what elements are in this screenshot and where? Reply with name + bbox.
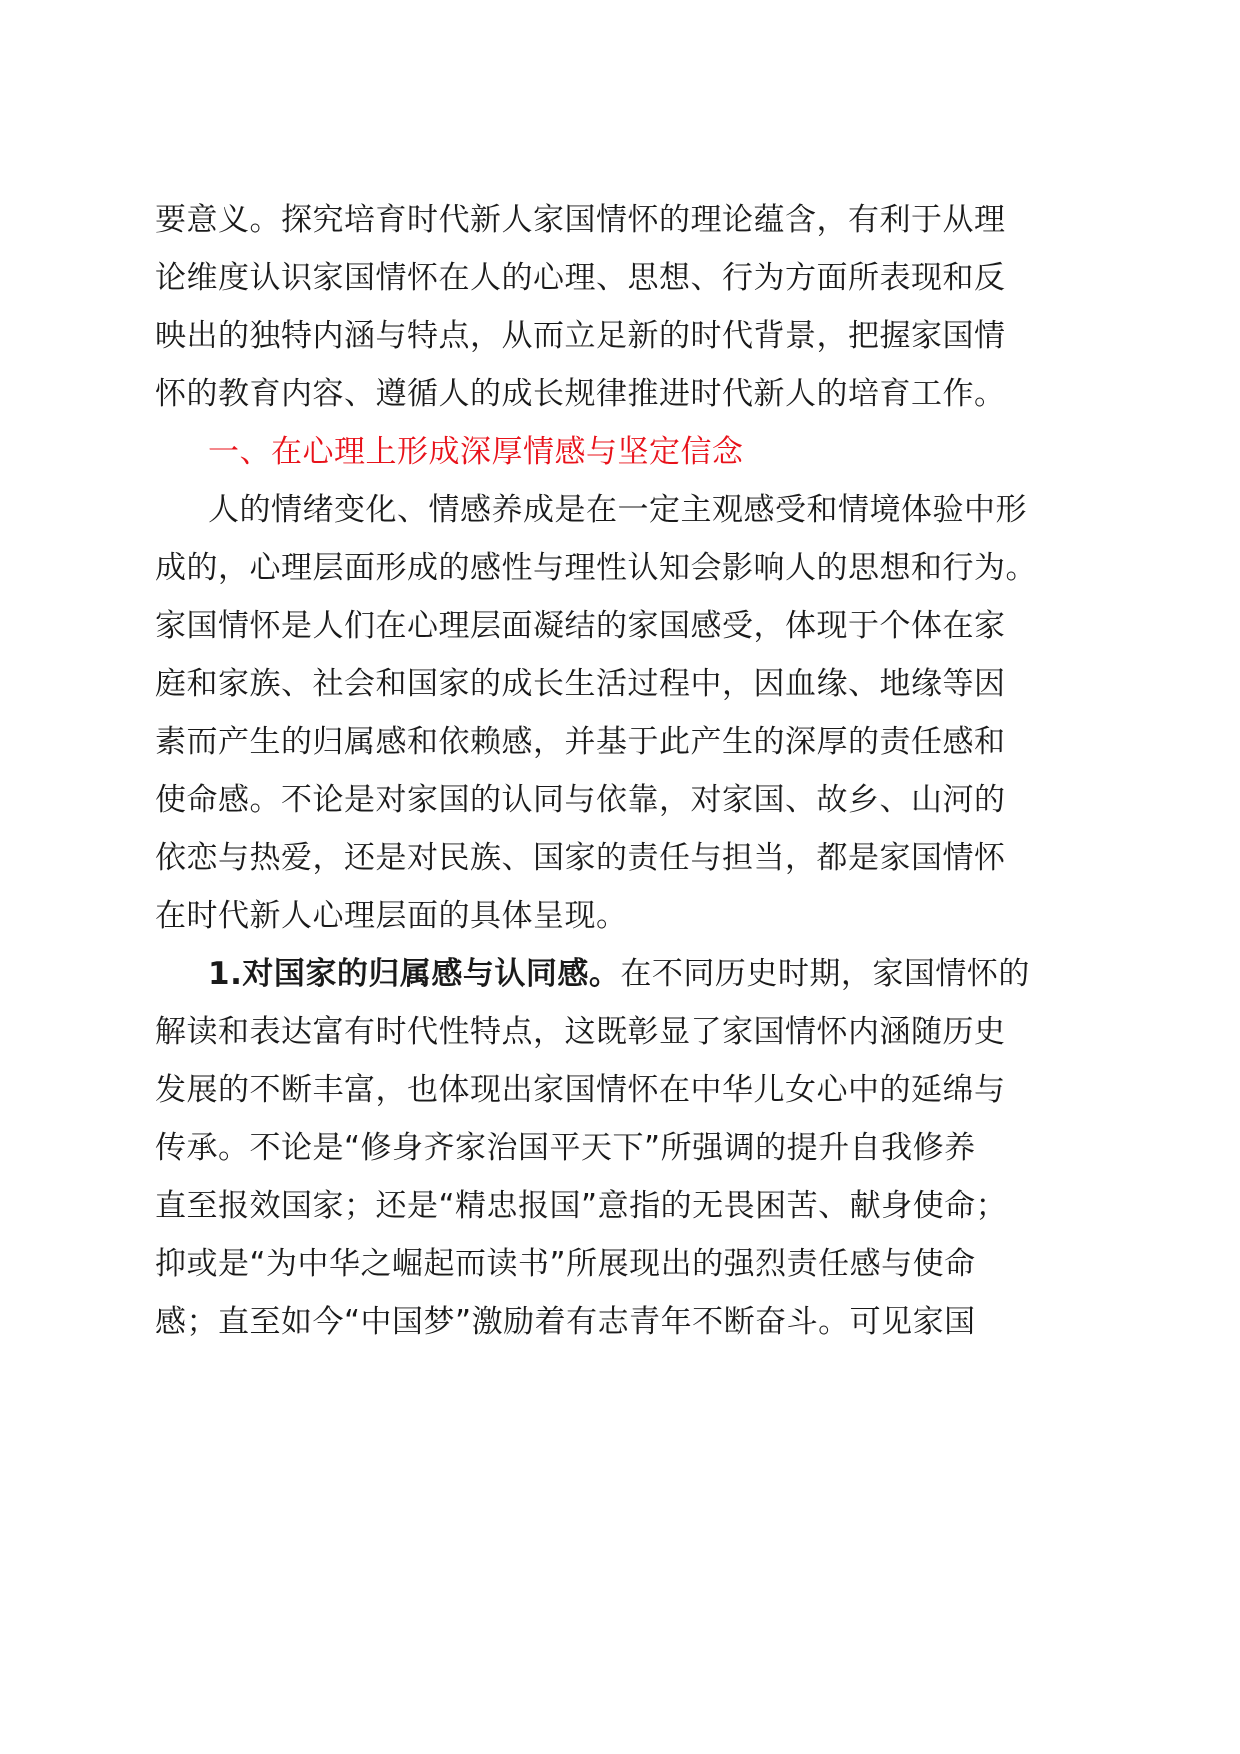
paragraph-line: 要意义。探究培育时代新人家国情怀的理论蕴含，有利于从理 xyxy=(155,202,1006,238)
paragraph-line: 解读和表达富有时代性特点，这既彰显了家国情怀内涵随历史 xyxy=(155,1014,1006,1050)
paragraph-line: 直至报效国家；还是“精忠报国”意指的无畏困苦、献身使命； xyxy=(155,1188,1008,1224)
paragraph-line: 论维度认识家国情怀在人的心理、思想、行为方面所表现和反 xyxy=(155,260,1006,296)
subsection-paragraph-line xyxy=(208,954,1138,994)
paragraph-line: 在时代新人心理层面的具体呈现。 xyxy=(155,898,628,934)
paragraph-line: 传承。不论是“修身齐家治国平天下”所强调的提升自我修养 xyxy=(155,1130,976,1166)
paragraph-line: 家国情怀是人们在心理层面凝结的家国感受，体现于个体在家 xyxy=(155,608,1006,644)
paragraph-line: 感；直至如今“中国梦”激励着有志青年不断奋斗。可见家国 xyxy=(155,1304,976,1340)
paragraph-text: 在不同历史时期，家国情怀的 xyxy=(620,956,1030,992)
subsection-heading: 1.对国家的归属感与认同感。 xyxy=(208,956,621,992)
paragraph-line: 怀的教育内容、遵循人的成长规律推进时代新人的培育工作。 xyxy=(155,376,1006,412)
paragraph-line: 人的情绪变化、情感养成是在一定主观感受和情境体验中形 xyxy=(208,492,1027,528)
paragraph-line: 抑或是“为中华之崛起而读书”所展现出的强烈责任感与使命 xyxy=(155,1246,976,1282)
paragraph-line: 映出的独特内涵与特点，从而立足新的时代背景，把握家国情 xyxy=(155,318,1006,354)
paragraph-line: 成的，心理层面形成的感性与理性认知会影响人的思想和行为。 xyxy=(155,550,1037,586)
paragraph-line: 发展的不断丰富，也体现出家国情怀在中华儿女心中的延绵与 xyxy=(155,1072,1006,1108)
paragraph-line: 庭和家族、社会和国家的成长生活过程中，因血缘、地缘等因 xyxy=(155,666,1006,702)
section-heading: 一、在心理上形成深厚情感与坚定信念 xyxy=(208,434,744,470)
paragraph-line: 素而产生的归属感和依赖感，并基于此产生的深厚的责任感和 xyxy=(155,724,1006,760)
paragraph-line: 使命感。不论是对家国的认同与依靠，对家国、故乡、山河的 xyxy=(155,782,1006,818)
paragraph-line: 依恋与热爱，还是对民族、国家的责任与担当，都是家国情怀 xyxy=(155,840,1006,876)
